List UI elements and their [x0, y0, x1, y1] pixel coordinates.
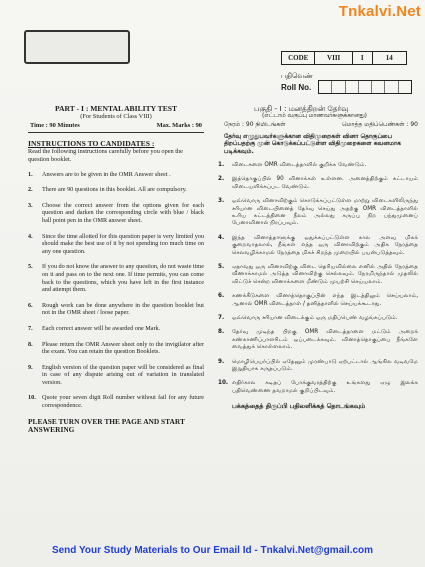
english-instructions-column — [28, 104, 204, 435]
tamil-instruction-item — [218, 198, 418, 228]
instruction-item — [28, 364, 204, 387]
code-part: I — [353, 52, 373, 64]
instruction-item — [28, 171, 204, 179]
code-class: VIII — [315, 52, 352, 64]
item-text: If you do not know the answer to any question, do not waste time on it and pass on to the next one. If time permits, you can come back to the questions, which you have left in the first instance and attempt them. — [42, 263, 204, 294]
tamil-marks: மொத்த மதிப்பெண்கள் : 90 — [341, 120, 418, 128]
tamil-time: நேரம் : 90 நிமிடங்கள் — [224, 120, 286, 128]
tamil-subtitle: (எட்டாம் வகுப்பு மாணவர்களுக்கானது) — [262, 113, 367, 119]
roll-digit-box[interactable] — [372, 81, 385, 93]
roll-digit-box[interactable] — [385, 81, 398, 93]
item-text: விடைகளை OMR விடைத்தாளில் குறிக்க வேண்டும். — [232, 161, 367, 168]
item-text: ஒவ்வொரு வினாவிற்கும் கொடுக்கப்பட்டுள்ள மாற்று விடைகளிலிருந்து சரியான விடையினைத் தேர்வு செய்து அதற்கு OMR விடைத்தாளில் உரிய கட்டத்தினை நீலம் அல்லது கருப்பு நிற பந்துமுனைப் பேனாவினால் நிரப்பவும். — [232, 198, 418, 227]
code-label: CODE — [282, 52, 315, 64]
item-text: Quote your seven digit Roll number without fail for any future correspondence. — [42, 394, 204, 410]
instructions-intro: Read the following instructions carefully before you open the question booklet. — [28, 148, 183, 163]
tamil-instruction-item — [218, 162, 418, 169]
tamil-instructions-heading: தேர்வு எழுதுபவர்களுக்கான விதிமுறைகள் வினா தொகுப்பை திறப்பதற்கு முன் கொடுக்கப்பட்டுள்ள விதிமுறைகளை கவனமாக படிக்கவும். — [224, 132, 401, 156]
item-number: 1. — [218, 161, 225, 168]
item-number: 5. — [28, 263, 33, 271]
instruction-item — [28, 325, 204, 333]
instructions-heading: INSTRUCTIONS TO CANDIDATES : — [28, 139, 155, 148]
code-year: 14 — [385, 54, 393, 62]
roll-number-label: Roll No. — [281, 83, 312, 92]
brand-logo-text[interactable]: Tnkalvi.Net — [338, 3, 421, 20]
register-number-label: பதிவெண் — [281, 72, 313, 80]
item-number: 5. — [218, 263, 225, 270]
item-text: மொழிபெயர்ப்பில் ஏதேனும் முரண்பாடு ஏற்பட்டால் ஆங்கில வடிவமே இறுதியாக கருதப்படும். — [232, 358, 418, 373]
english-time: Time : 90 Minutes — [30, 122, 80, 129]
item-text: ஏதாவது ஒரு வினாவிற்கு விடை தெரியவில்லை எனில் அதில் நேரத்தை வீணாக்காமல் அடுத்த வினாவிற்கு செல்லவும். நேரமிருந்தால் முதலில் விட்டுச் சென்ற வினாக்களை மீண்டும் முயற்சி செய்யலாம். — [232, 263, 418, 285]
tamil-instruction-item — [218, 264, 418, 286]
item-text: Since the time allotted for this question paper is very limited you should make the best use of it by not spending too much time on any one question. — [42, 232, 204, 255]
tamil-instruction-item — [218, 329, 418, 351]
item-text: இந்த வினாத்தாளுக்கு ஒதுக்கப்பட்டுள்ள கால அளவு மிகக் குறைவாதலால், நீங்கள் எந்த ஒரு வினாவிற்கும் அதிக நேரத்தை செலவழிக்காமல் நேரத்தை மிகச் சிறந்த முறையில் பயன்படுத்தவும். — [232, 234, 418, 256]
english-subtitle: (For Students of Class VIII) — [80, 113, 152, 120]
divider — [28, 132, 204, 133]
item-number: 3. — [218, 198, 225, 205]
item-number: 9. — [28, 363, 33, 371]
stamp-box — [24, 30, 130, 64]
instruction-item — [28, 302, 204, 317]
tamil-instruction-item — [218, 176, 418, 191]
item-text: இத்தொகுப்பில் 90 வினாக்கள் உள்ளன. அனைத்திற்கும் கட்டாயம் விடையளிக்கப்பட வேண்டும். — [232, 176, 418, 190]
english-instruction-list — [28, 171, 204, 410]
tamil-instruction-item — [218, 359, 418, 374]
roll-digit-box[interactable] — [332, 81, 345, 93]
english-closing-note: PLEASE TURN OVER THE PAGE AND START ANSWERING — [28, 416, 185, 435]
item-number: 4. — [218, 234, 225, 241]
item-number: 2. — [28, 186, 33, 194]
item-number: 10. — [28, 394, 36, 402]
item-number: 9. — [218, 358, 225, 365]
item-text: Please return the OMR Answer sheet only to the invigilator after the exam. You can retain the question Booklets. — [42, 340, 204, 356]
tamil-meta — [218, 121, 418, 129]
item-text: தேர்வு முடிந்த பிறகு OMR விடைத்தாளை மட்டும் அறைக் கண்காணிப்பாளரிடம் ஒப்படைக்கவும். வினாத்தொகுப்பை நீங்களே வைத்துக் கொள்ளலாம். — [232, 329, 418, 351]
english-marks: Max. Marks : 90 — [156, 122, 202, 129]
item-number: 2. — [218, 176, 225, 183]
item-text: Choose the correct answer from the options given for each question and darken the corresponding circle with blue / black ball point pen in the OMR answer sheet. — [42, 201, 204, 224]
item-text: There are 90 questions in this booklet. All are compulsory. — [42, 186, 187, 194]
tamil-instruction-list — [218, 162, 418, 395]
instruction-item — [28, 263, 204, 293]
roll-digit-box[interactable] — [319, 81, 332, 93]
item-text: Each correct answer will be awarded one Mark. — [42, 324, 161, 332]
item-number: 6. — [28, 301, 33, 309]
instruction-item — [28, 186, 204, 194]
roll-number-boxes[interactable] — [318, 80, 412, 94]
item-text: English version of the question paper will be considered as final in case of any dispute arising out of variation in translated version. — [42, 363, 204, 386]
item-number: 7. — [28, 324, 33, 332]
tamil-instruction-item — [218, 293, 418, 308]
instruction-item — [28, 341, 204, 356]
item-text: கணக்கீடுகளை வினாத்தொகுப்பின் எந்த இடத்திலும் செய்யலாம், ஆனால் OMR விடைத்தாள் / தனித்தாளில் செய்யக்கூடாது. — [232, 293, 418, 307]
item-number: 3. — [28, 201, 33, 209]
instruction-item — [28, 202, 204, 225]
item-number: 8. — [28, 340, 33, 348]
tamil-instruction-item — [218, 380, 418, 395]
english-title: PART - I : MENTAL ABILITY TEST — [54, 104, 178, 113]
roll-digit-box[interactable] — [359, 81, 372, 93]
roll-digit-box[interactable] — [346, 81, 359, 93]
item-text: Rough work can be done anywhere in the question booklet but not in the OMR sheet / loose paper. — [42, 301, 204, 317]
item-number: 1. — [28, 170, 33, 178]
footer-banner[interactable]: Send Your Study Materials to Our Email Id - Tnkalvi.Net@gmail.com — [51, 545, 374, 556]
tamil-title: பகுதி - I : மனத்திறன் தேர்வு — [254, 104, 349, 113]
item-text: Answers are to be given in the OMR Answer sheet . — [42, 170, 171, 178]
item-number: 4. — [28, 232, 33, 240]
instruction-item — [28, 394, 204, 409]
code-table — [281, 51, 407, 65]
roll-digit-box[interactable] — [399, 81, 411, 93]
item-number: 6. — [218, 293, 225, 300]
tamil-instructions-column — [218, 104, 418, 411]
item-number: 10. — [218, 380, 229, 387]
tamil-closing-note: பக்கத்தைத் திருப்பி பதிலளிக்கத் தொடங்கவும் — [232, 402, 366, 411]
item-text: ஒவ்வொரு சரியான விடைக்கும் ஒரு மதிப்பெண் வழங்கப்படும். — [232, 314, 398, 321]
tamil-instruction-item — [218, 315, 418, 322]
item-number: 8. — [218, 329, 225, 336]
tamil-instruction-item — [218, 235, 418, 257]
item-number: 7. — [218, 314, 225, 321]
english-meta — [28, 121, 204, 130]
instruction-item — [28, 233, 204, 256]
item-text: எதிர்கால கடிதப் போக்குவரத்திற்கு உங்களது ஏழு இலக்க பதிவெண்ணை தவறாமல் குறிப்பிடவும். — [232, 380, 418, 394]
